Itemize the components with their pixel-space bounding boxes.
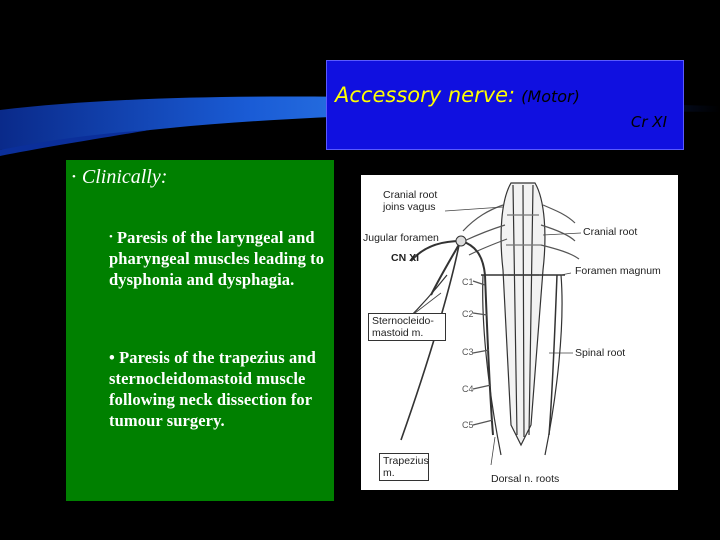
slide-title: [335, 83, 580, 107]
heading-bullet: •: [72, 171, 76, 183]
point-1-text: Paresis of the laryngeal and pharyngeal muscles leading to dysphonia and dysphagia.: [109, 228, 325, 289]
label-sternocleidomastoid: Sternocleido-mastoid m.: [368, 313, 446, 341]
label-c4: C4: [462, 384, 474, 394]
content-panel: [66, 160, 334, 501]
label-c2: C2: [462, 309, 474, 319]
panel-heading: [72, 166, 167, 189]
label-c1: C1: [462, 277, 474, 287]
bullet-point-2: • Paresis of the trapezius and sternocleidomastoid muscle following neck dissection for tumour surgery.: [109, 348, 316, 430]
heading-text: Clinically:: [81, 166, 168, 188]
label-jugular-foramen: Jugular foramen: [363, 232, 439, 244]
label-trapezius: Trapezius m.: [379, 453, 429, 481]
label-c5: C5: [462, 420, 474, 430]
label-cranial-root-joins-vagus: Cranial root joins vagus: [383, 189, 438, 213]
anatomy-figure: [361, 175, 678, 490]
label-dorsal-roots: Dorsal n. roots: [491, 473, 560, 485]
label-spinal-root: Spinal root: [575, 347, 626, 359]
bullet-point-1: [109, 227, 334, 290]
label-c3: C3: [462, 347, 474, 357]
label-foramen-magnum: Foramen magnum: [575, 265, 661, 277]
label-cn-xi: CN XI: [391, 252, 420, 264]
cranial-nerve-number: Cr XI: [630, 113, 667, 131]
title-box: [326, 60, 684, 150]
title-subtitle: (Motor): [521, 87, 580, 106]
title-main-text: Accessory nerve:: [335, 83, 516, 107]
label-cranial-root: Cranial root: [583, 226, 638, 238]
point-1-bullet: •: [109, 231, 113, 243]
